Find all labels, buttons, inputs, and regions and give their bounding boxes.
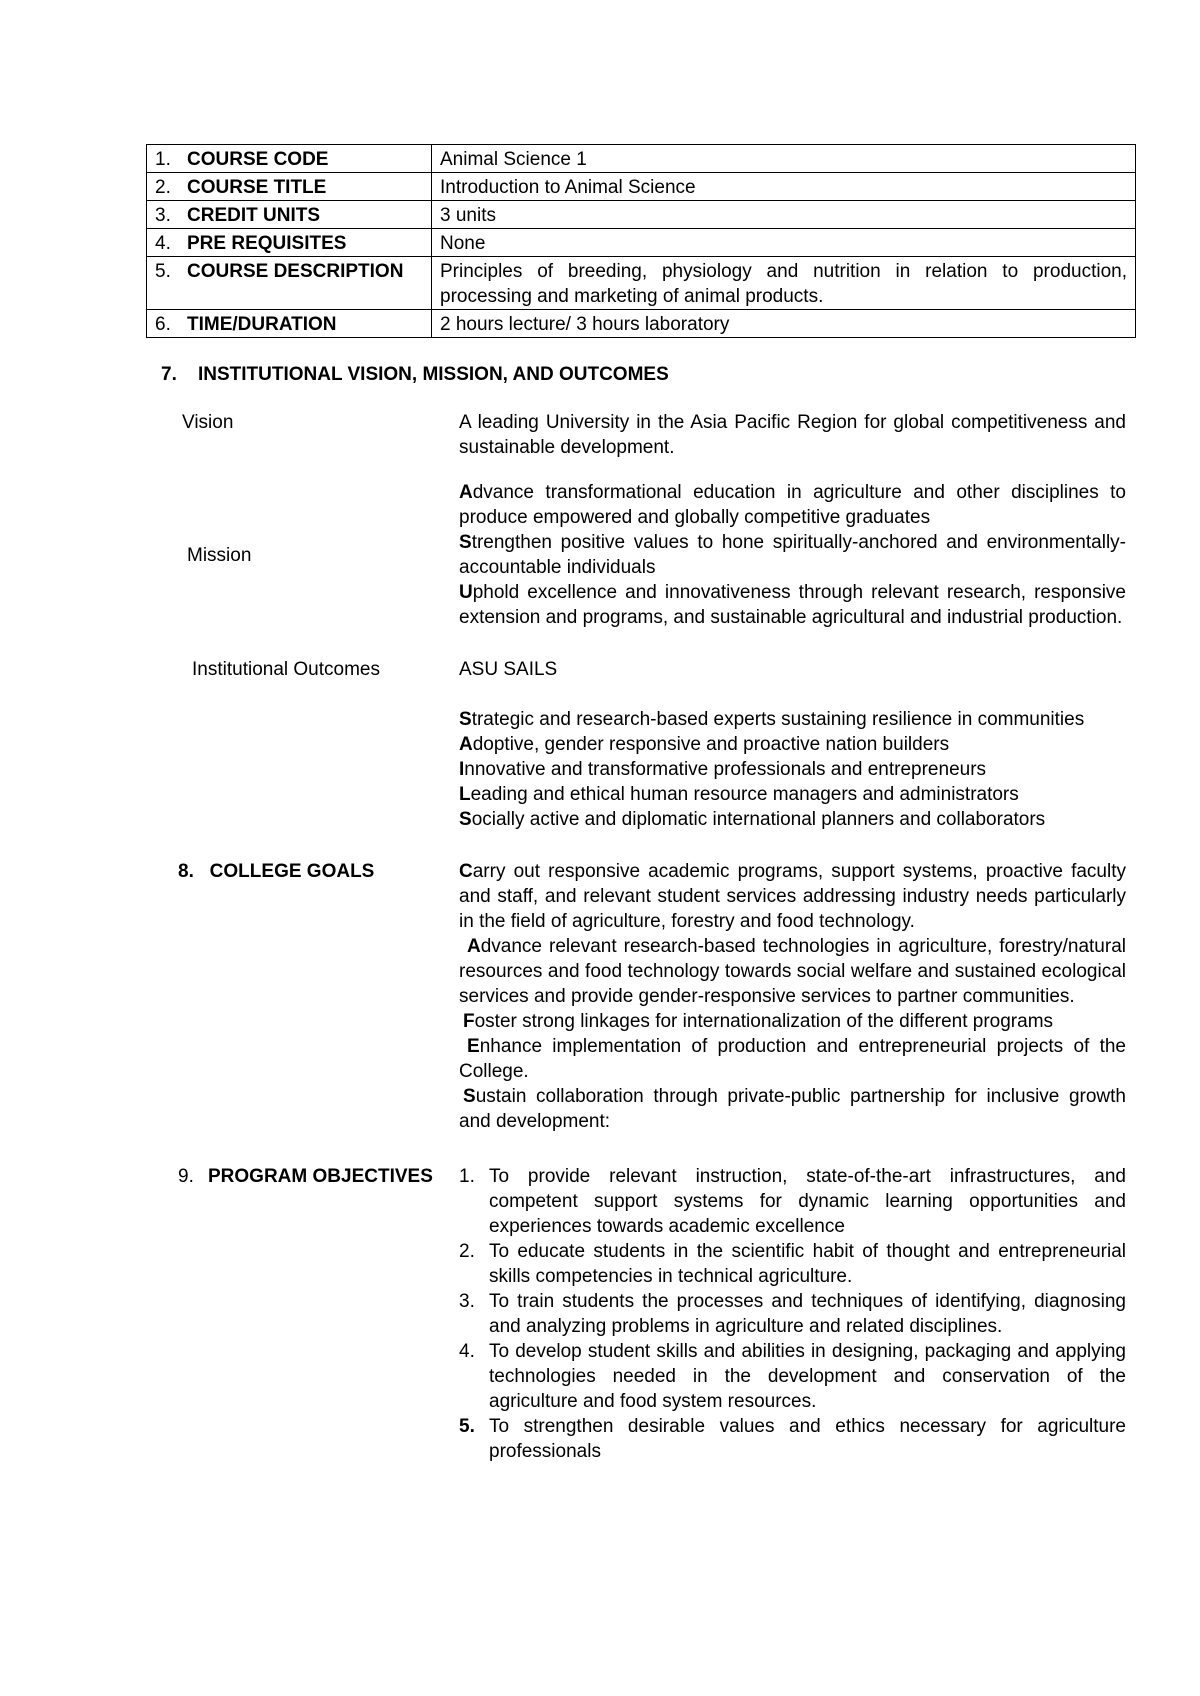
row-label: COURSE DESCRIPTION bbox=[187, 261, 404, 282]
initial-letter: C bbox=[459, 861, 473, 882]
row-label-cell bbox=[147, 310, 432, 338]
initial-letter: I bbox=[459, 759, 465, 780]
institutional-outcomes-label: Institutional Outcomes bbox=[192, 659, 380, 680]
mission-item bbox=[459, 530, 1126, 580]
row-label-cell bbox=[147, 257, 432, 310]
row-label: PRE REQUISITES bbox=[187, 233, 347, 254]
mission-text: trengthen positive values to hone spiritually-anchored and environmentally-accountable individuals bbox=[459, 532, 1126, 578]
vision-label: Vision bbox=[182, 412, 234, 433]
outcomes-title: ASU SAILS bbox=[459, 659, 558, 680]
initial-letter: L bbox=[459, 784, 471, 805]
list-number: 2. bbox=[459, 1241, 475, 1262]
table-row bbox=[147, 145, 1136, 173]
goal-text: oster strong linkages for internationalization of the different programs bbox=[474, 1011, 1054, 1032]
outcome-text: ocially active and diplomatic international planners and collaborators bbox=[471, 809, 1046, 830]
section-title: PROGRAM OBJECTIVES bbox=[208, 1166, 433, 1187]
outcome-text: trategic and research-based experts sustaining resilience in communities bbox=[471, 709, 1085, 730]
row-label: CREDIT UNITS bbox=[187, 205, 320, 226]
college-goals-block bbox=[459, 859, 1126, 1134]
outcome-text: nnovative and transformative professionals and entrepreneurs bbox=[464, 759, 987, 780]
vision-text: A leading University in the Asia Pacific Region for global competitiveness and sustainable development. bbox=[459, 412, 1126, 458]
program-objectives-list bbox=[459, 1164, 1126, 1464]
table-row bbox=[147, 229, 1136, 257]
section-number: 9. bbox=[178, 1166, 194, 1187]
list-number: 5. bbox=[459, 1416, 475, 1437]
section-heading-vision-mission: 7. INSTITUTIONAL VISION, MISSION, AND OUTCOMES bbox=[161, 364, 669, 385]
goal-text: dvance relevant research-based technologies in agriculture, forestry/natural resources and food technology towards social welfare and sustained ecological services and provide gender-responsive services to partner communities. bbox=[459, 936, 1126, 1007]
goal-item bbox=[459, 1084, 1126, 1134]
objective-text: To provide relevant instruction, state-of-the-art infrastructures, and competent support systems for dynamic learning opportunities and experiences towards academic excellence bbox=[489, 1166, 1126, 1237]
list-item bbox=[459, 1239, 1126, 1289]
row-value: 2 hours lecture/ 3 hours laboratory bbox=[432, 310, 1136, 338]
row-number: 5. bbox=[155, 261, 171, 282]
list-item bbox=[459, 1414, 1126, 1464]
section-heading-college-goals: 8. COLLEGE GOALS bbox=[178, 861, 375, 882]
objective-text: To educate students in the scientific habit of thought and entrepreneurial skills competencies in technical agriculture. bbox=[489, 1241, 1126, 1287]
initial-letter: A bbox=[459, 734, 473, 755]
initial-letter: S bbox=[459, 809, 472, 830]
mission-text: dvance transformational education in agriculture and other disciplines to produce empowered and globally competitive graduates bbox=[459, 482, 1126, 528]
outcome-item bbox=[459, 732, 1126, 757]
row-label: COURSE TITLE bbox=[187, 177, 327, 198]
row-value: Animal Science 1 bbox=[432, 145, 1136, 173]
outcomes-list bbox=[459, 707, 1126, 832]
objective-text: To train students the processes and techniques of identifying, diagnosing and analyzing problems in agriculture and related disciplines. bbox=[489, 1291, 1126, 1337]
initial-letter: F bbox=[463, 1011, 475, 1032]
goal-item bbox=[459, 1034, 1126, 1084]
list-item bbox=[459, 1164, 1126, 1239]
outcome-item bbox=[459, 757, 1126, 782]
list-item bbox=[459, 1289, 1126, 1339]
goal-item bbox=[459, 934, 1126, 1009]
outcome-text: eading and ethical human resource managers and administrators bbox=[470, 784, 1019, 805]
mission-text: phold excellence and innovativeness through relevant research, responsive extension and programs, and sustainable agricultural and industrial production. bbox=[459, 582, 1126, 628]
row-label: TIME/DURATION bbox=[187, 314, 337, 335]
goal-item bbox=[459, 859, 1126, 934]
row-number: 2. bbox=[155, 177, 171, 198]
objective-text: To strengthen desirable values and ethics necessary for agriculture professionals bbox=[489, 1416, 1126, 1462]
initial-letter: S bbox=[463, 1086, 476, 1107]
initial-letter: A bbox=[467, 936, 481, 957]
table-row bbox=[147, 257, 1136, 310]
row-label-cell bbox=[147, 229, 432, 257]
initial-letter: S bbox=[459, 709, 472, 730]
row-number: 1. bbox=[155, 149, 171, 170]
goal-text: arry out responsive academic programs, support systems, proactive faculty and staff, and relevant student services addressing industry needs particularly in the field of agriculture, forestry and food technology. bbox=[459, 861, 1126, 932]
outcome-text: doptive, gender responsive and proactive nation builders bbox=[472, 734, 950, 755]
mission-block bbox=[459, 480, 1126, 630]
row-value: Principles of breeding, physiology and nutrition in relation to production, processing and marketing of animal products. bbox=[432, 257, 1136, 310]
outcome-item bbox=[459, 782, 1126, 807]
objective-text: To develop student skills and abilities in designing, packaging and applying technologies needed in the development and conservation of the agriculture and food system resources. bbox=[489, 1341, 1126, 1412]
list-item bbox=[459, 1339, 1126, 1414]
initial-letter: S bbox=[459, 532, 472, 553]
mission-label: Mission bbox=[187, 545, 252, 566]
table-row bbox=[147, 173, 1136, 201]
row-label: COURSE CODE bbox=[187, 149, 329, 170]
initial-letter: A bbox=[459, 482, 473, 503]
mission-item bbox=[459, 580, 1126, 630]
section-heading-program-objectives bbox=[178, 1164, 433, 1189]
outcome-item bbox=[459, 807, 1126, 832]
table-row bbox=[147, 310, 1136, 338]
row-value: Introduction to Animal Science bbox=[432, 173, 1136, 201]
list-number: 1. bbox=[459, 1166, 475, 1187]
row-value: 3 units bbox=[432, 201, 1136, 229]
goal-text: ustain collaboration through private-public partnership for inclusive growth and development: bbox=[459, 1086, 1126, 1132]
row-number: 6. bbox=[155, 314, 171, 335]
goal-text: nhance implementation of production and entrepreneurial projects of the College. bbox=[459, 1036, 1126, 1082]
goal-item bbox=[459, 1009, 1126, 1034]
course-info-table bbox=[146, 144, 1136, 338]
list-number: 3. bbox=[459, 1291, 475, 1312]
row-label-cell bbox=[147, 173, 432, 201]
row-label-cell bbox=[147, 201, 432, 229]
initial-letter: E bbox=[467, 1036, 480, 1057]
row-number: 3. bbox=[155, 205, 171, 226]
row-label-cell bbox=[147, 145, 432, 173]
table-row bbox=[147, 201, 1136, 229]
list-number: 4. bbox=[459, 1341, 475, 1362]
row-number: 4. bbox=[155, 233, 171, 254]
mission-item bbox=[459, 480, 1126, 530]
initial-letter: U bbox=[459, 582, 473, 603]
row-value: None bbox=[432, 229, 1136, 257]
outcome-item bbox=[459, 707, 1126, 732]
